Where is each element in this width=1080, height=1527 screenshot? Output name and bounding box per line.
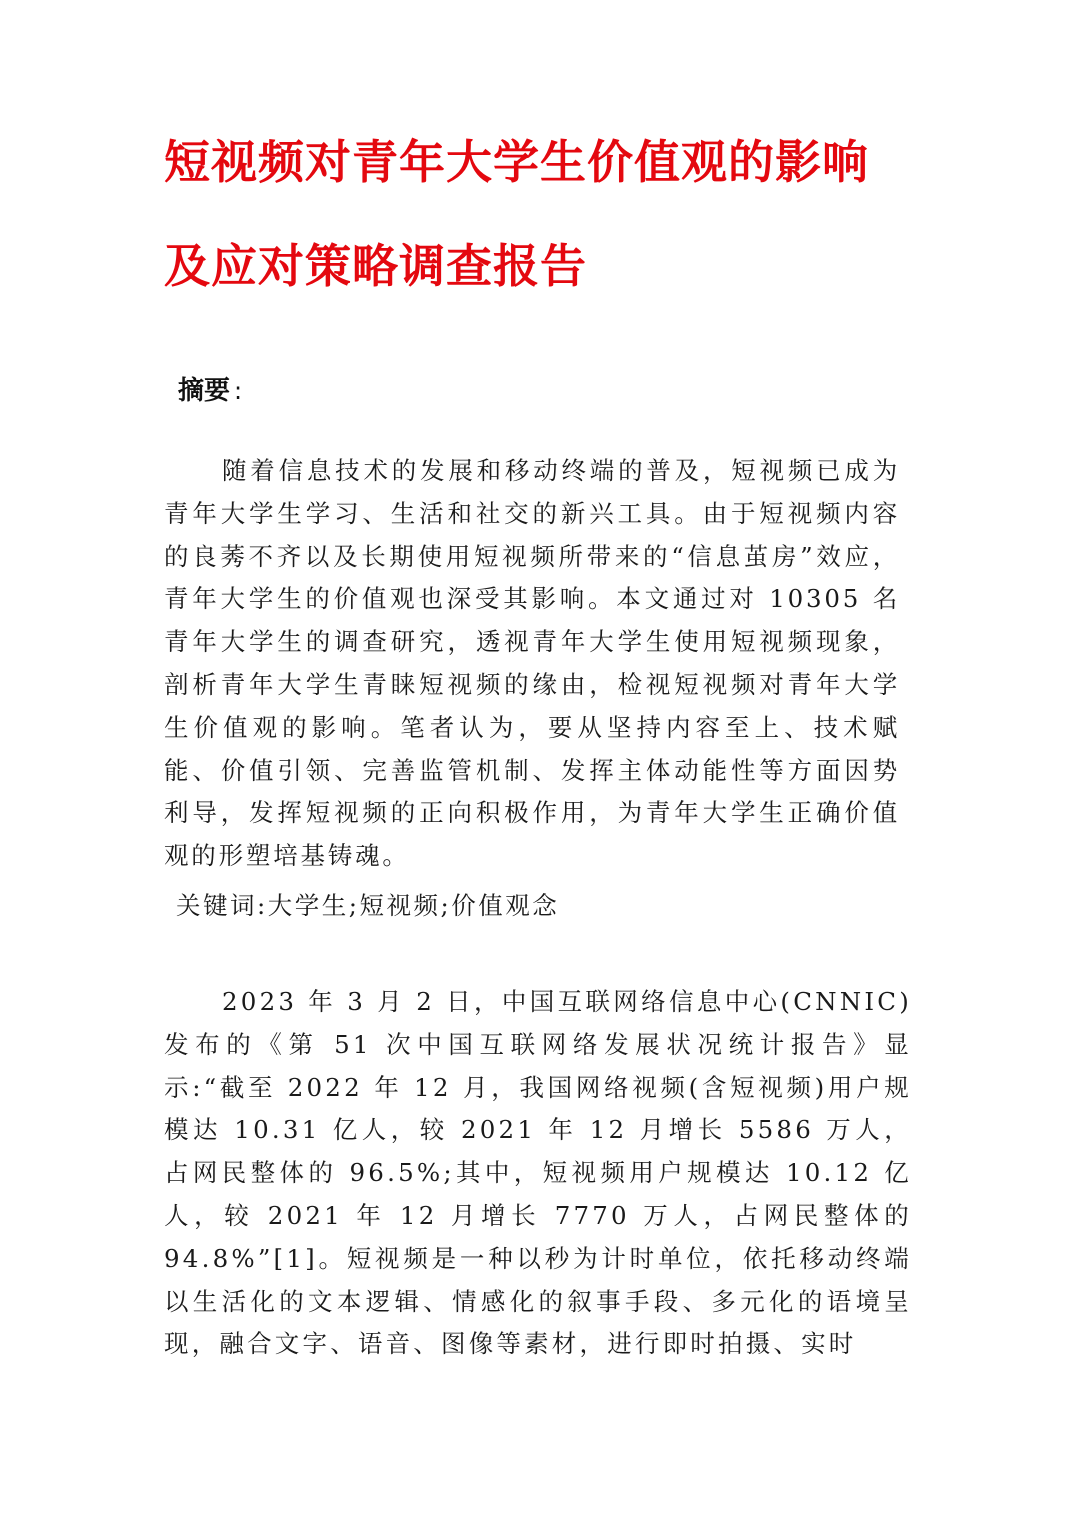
abstract-heading-label: 摘要 [178, 376, 231, 406]
keywords-line: 关键词:大学生;短视频;价值观念 [176, 891, 560, 920]
body-paragraph: 2023 年 3 月 2 日，中国互联网络信息中心(CNNIC)发布的《第 51 次中国互联网络发展状况统计报告》显示:“截至 2022 年 12 月，我国网络视频(含短视频)用户规模达 10.31 亿人，较 2021 年 12 月增长 5586 万人，占网民整体的 96.5%;其中，短视频用户规模达 10.12 亿人，较 2021 年 12 月增长 7770 万人，占网民整体的 94.8%”[1]。短视频是一种以秒为计时单位，依托移动终端以生活化的文本逻辑、情感化的叙事手段、多元化的语境呈现，融合文字、语音、图像等素材，进行即时拍摄、实时 [164, 987, 912, 1359]
abstract-heading-colon: : [234, 377, 243, 405]
abstract-paragraph: 随着信息技术的发展和移动终端的普及，短视频已成为青年大学生学习、生活和社交的新兴工具。由于短视频内容的良莠不齐以及长期使用短视频所带来的“信息茧房”效应，青年大学生的价值观也深受其影响。本文通过对 10305 名青年大学生的调查研究，透视青年大学生使用短视频现象，剖析青年大学生青睐短视频的缘由，检视短视频对青年大学生价值观的影响。笔者认为，要从坚持内容至上、技术赋能、价值引领、完善监管机制、发挥主体动能性等方面因势利导，发挥短视频的正向积极作用，为青年大学生正确价值观的形塑培基铸魂。 [164, 456, 900, 871]
abstract-heading [178, 373, 242, 409]
document-title-line-1: 短视频对青年大学生价值观的影响 [164, 135, 869, 189]
document-title-line-2: 及应对策略调查报告 [164, 239, 587, 293]
